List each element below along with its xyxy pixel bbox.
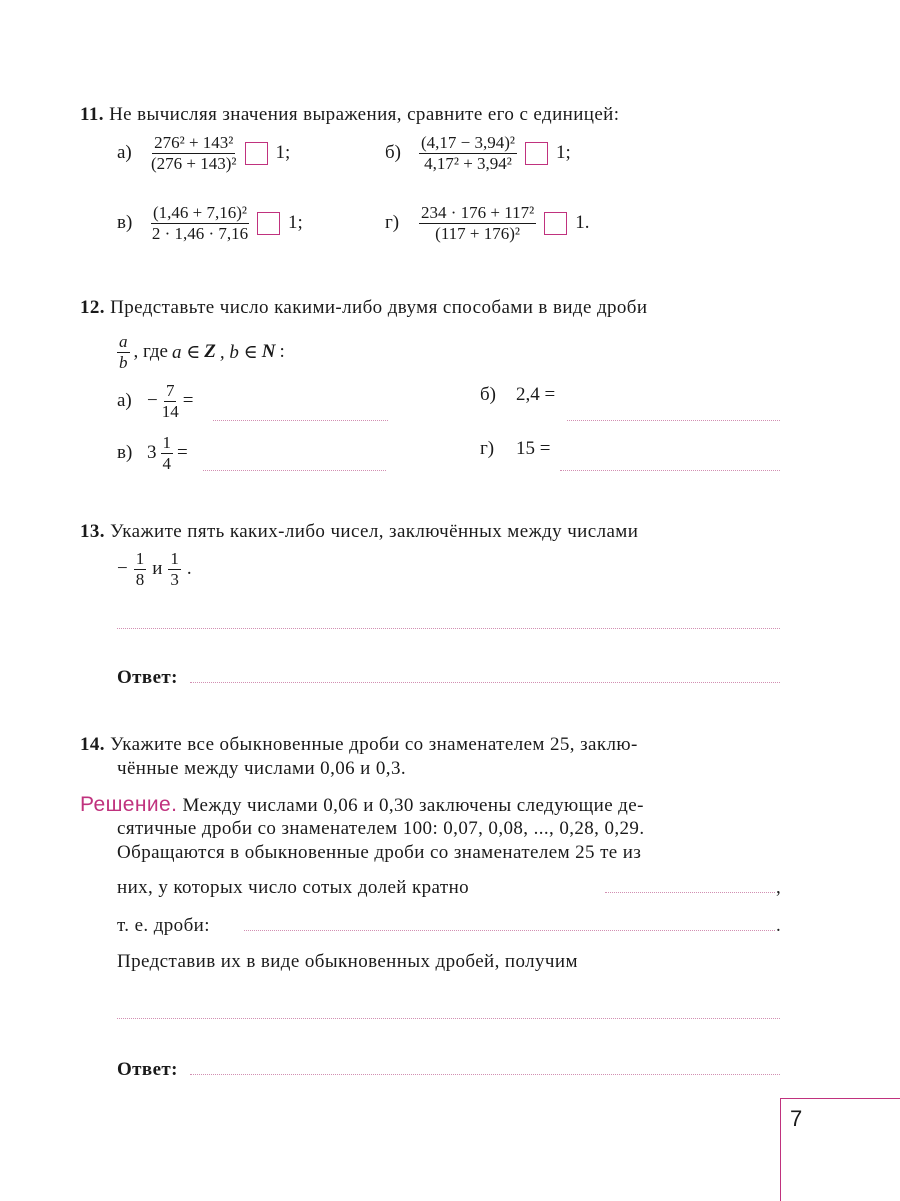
answer-line-13[interactable]: [190, 682, 780, 683]
task-11-statement: [80, 103, 780, 127]
fraction: [151, 134, 237, 173]
item-expression: 2,4 =: [516, 384, 556, 405]
set-naturals: N: [261, 341, 276, 363]
condition-where: , где: [133, 341, 168, 363]
item-label: в): [117, 442, 133, 464]
task-11-item-d: [385, 204, 589, 243]
fraction: [162, 382, 179, 421]
answer-line-12b[interactable]: [567, 420, 780, 421]
comparison-box[interactable]: [245, 142, 268, 165]
task-13-statement: [80, 520, 780, 544]
task-12-item-d: [480, 438, 550, 460]
task-14-statement: [80, 733, 780, 757]
equals-sign: =: [182, 390, 194, 412]
condition-a: a ∈: [171, 341, 201, 363]
fraction: [419, 134, 517, 173]
denominator: 4,17² + 3,94²: [424, 153, 512, 173]
solution-line-5: т. е. дроби:: [117, 915, 210, 936]
comparison-box[interactable]: [544, 212, 567, 235]
denominator: 2 · 1,46 · 7,16: [151, 223, 249, 243]
numerator: 7: [165, 381, 175, 400]
fraction-a-over-b: [117, 333, 130, 372]
task-12-condition: [117, 333, 285, 372]
task-text: Укажите пять каких-либо чисел, заключённых между числами: [110, 521, 639, 542]
period: .: [186, 558, 192, 580]
whole-part: 3: [147, 442, 157, 464]
solution-line-2: сятичные дроби со знаменателем 100: 0,07, 0,08, ..., 0,28, 0,29.: [117, 818, 645, 839]
task-12-item-b: [480, 384, 555, 406]
solution-line-1: [80, 793, 644, 818]
task-text-line-1: Укажите все обыкновенные дроби со знаменателем 25, заклю-: [110, 734, 638, 755]
item-label: б): [385, 142, 401, 164]
work-line-13[interactable]: [117, 628, 780, 629]
answer-label-13: Ответ:: [117, 667, 178, 688]
task-11-item-b: [385, 134, 571, 173]
solution-label: Решение.: [80, 793, 178, 816]
numerator: (1,46 + 7,16)²: [153, 203, 248, 222]
work-line-14[interactable]: [117, 1018, 780, 1019]
task-number: 12.: [80, 297, 105, 318]
item-tail: 1.: [575, 212, 590, 234]
fraction-lower-bound: [134, 550, 147, 589]
item-label: а): [117, 142, 132, 164]
condition-end: :: [279, 341, 285, 363]
conjunction: и: [152, 558, 163, 580]
task-14-text-line-2: чённые между числами 0,06 и 0,3.: [117, 758, 407, 779]
answer-line-12d[interactable]: [560, 470, 780, 471]
denominator: 14: [161, 401, 179, 421]
comparison-box[interactable]: [257, 212, 280, 235]
answer-line-14-fractions[interactable]: [244, 930, 775, 931]
numerator: 1: [162, 433, 171, 452]
solution-line-6: Представив их в виде обыкновенных дробей, получим: [117, 951, 578, 972]
condition-b: , b ∈: [219, 341, 258, 363]
answer-line-12a[interactable]: [213, 420, 388, 421]
item-label: в): [117, 212, 133, 234]
task-number: 14.: [80, 734, 105, 755]
denominator: 3: [170, 569, 179, 589]
set-integers: Z: [204, 341, 216, 363]
task-11-item-c: [117, 204, 303, 243]
minus-sign: −: [117, 558, 128, 580]
solution-line-3: Обращаются в обыкновенные дроби со знаменателем 25 те из: [117, 842, 642, 863]
comparison-box[interactable]: [525, 142, 548, 165]
solution-text: Между числами 0,06 и 0,30 заключены следующие де-: [182, 795, 644, 816]
denominator: 4: [162, 453, 171, 473]
item-tail: 1;: [288, 212, 303, 234]
answer-label-14: Ответ:: [117, 1059, 178, 1080]
fraction: [419, 204, 536, 243]
numerator: 1: [170, 549, 179, 568]
task-13-bounds: [117, 550, 192, 589]
fraction: [161, 434, 174, 473]
page-number: 7: [790, 1106, 803, 1131]
item-label: б): [480, 384, 496, 405]
item-tail: 1;: [556, 142, 571, 164]
numerator: (4,17 − 3,94)²: [421, 133, 516, 152]
task-11-item-a: [117, 134, 290, 173]
answer-line-14[interactable]: [190, 1074, 780, 1075]
task-number: 13.: [80, 521, 105, 542]
solution-line-4: них, у которых число сотых долей кратно: [117, 877, 470, 898]
item-label: г): [385, 212, 400, 234]
equals-sign: =: [177, 442, 188, 464]
item-expression: 15 =: [516, 438, 551, 459]
task-12-statement: [80, 296, 780, 320]
task-text: Представьте число какими-либо двумя способами в виде дроби: [110, 297, 648, 318]
comma: ,: [776, 877, 781, 898]
task-12-item-c: [117, 434, 188, 473]
item-tail: 1;: [275, 142, 291, 164]
answer-line-12c[interactable]: [203, 470, 386, 471]
denominator: (117 + 176)²: [435, 223, 521, 243]
denominator: 8: [135, 569, 145, 589]
task-text: Не вычисляя значения выражения, сравните его с единицей:: [109, 104, 620, 125]
answer-line-14-multiple[interactable]: [605, 892, 775, 893]
numerator: 234 · 176 + 117²: [421, 203, 535, 222]
numerator: 276² + 143²: [154, 133, 234, 152]
denominator: b: [119, 352, 128, 372]
task-number: 11.: [80, 104, 104, 125]
item-label: г): [480, 438, 495, 459]
denominator: (276 + 143)²: [151, 153, 237, 173]
numerator: a: [119, 332, 128, 351]
fraction: [151, 204, 249, 243]
task-12-item-a: [117, 382, 193, 421]
numerator: 1: [135, 549, 145, 568]
minus-sign: −: [147, 390, 158, 412]
fraction-upper-bound: [168, 550, 181, 589]
item-label: а): [117, 390, 132, 412]
period: .: [776, 915, 781, 936]
